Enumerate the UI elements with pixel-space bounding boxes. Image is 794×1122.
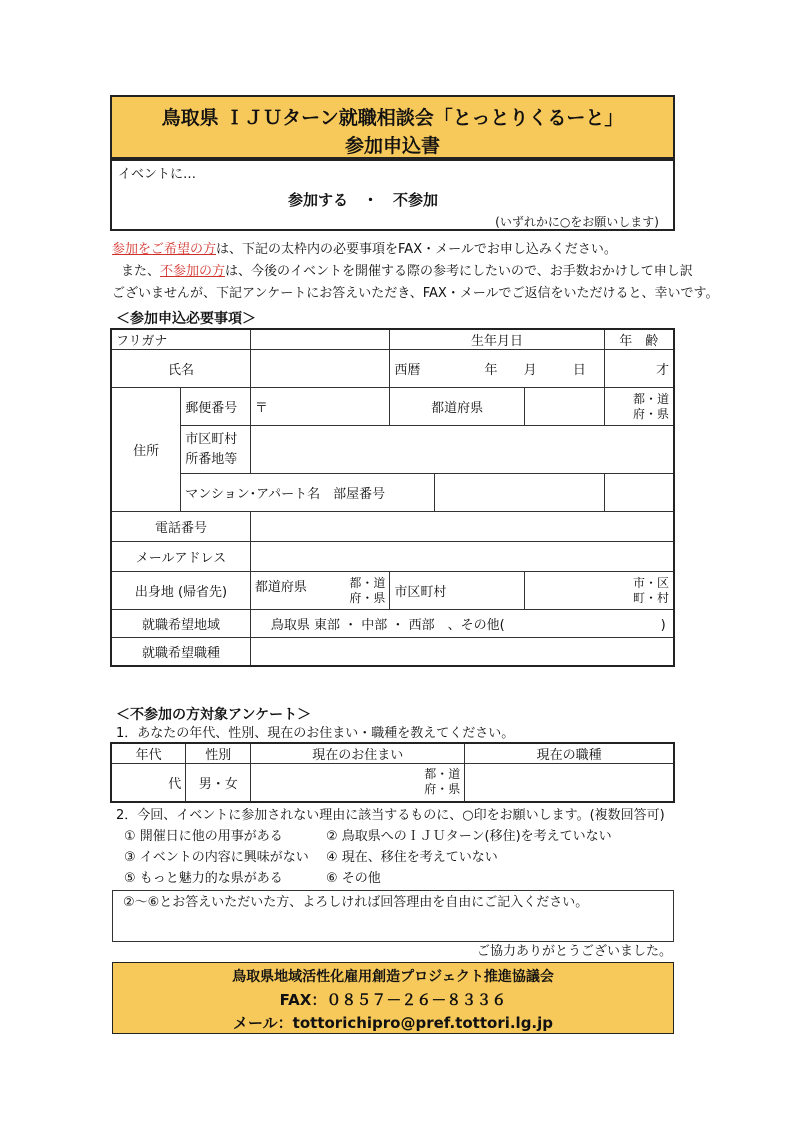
age-input[interactable] xyxy=(604,350,674,388)
phone-input[interactable] xyxy=(250,512,674,542)
intro-line2-rest: は、今後のイベントを開催する際の参考にしたいので、お手数おかけして申し訳 xyxy=(225,264,693,279)
birth-header: 生年月日 xyxy=(390,329,604,350)
option-6[interactable]: ⑥ その他 xyxy=(326,871,381,886)
footer-mail: メール：tottorichipro@pref.tottori.lg.jp xyxy=(232,1014,554,1032)
attendance-note: (いずれかに○をお願いします) xyxy=(495,215,659,229)
hometown-city[interactable] xyxy=(390,572,525,610)
hometown-label: 出身地 (帰省先) xyxy=(111,572,250,610)
option-2[interactable]: ② 鳥取県へのＩＪＵターン(移住)を考えていない xyxy=(326,829,612,844)
footer-org: 鳥取県地域活性化雇用創造プロジェクト推進協議会 xyxy=(232,969,554,985)
option-1[interactable]: ① 開催日に他の用事がある xyxy=(124,829,283,844)
building-label: マンション･アパート名 部屋番号 xyxy=(181,474,435,512)
city-label-1: 市区町村 xyxy=(185,431,238,447)
application-table xyxy=(110,328,675,667)
survey-age-input[interactable]: 代 xyxy=(111,764,186,802)
survey-q1: 1．あなたの年代、性別、現在のお住まい・職種を教えてください。 xyxy=(116,726,515,741)
hometown-city-label: 市区町村 xyxy=(394,585,447,600)
birth-month: 月 xyxy=(523,363,537,378)
hometown-pref-label: 都道府県 xyxy=(254,579,307,595)
pref-suffix xyxy=(604,388,674,426)
pref-suffix-2: 府・県 xyxy=(632,406,669,421)
survey-residence-header: 現在のお住まい xyxy=(251,743,465,764)
intro-line-3: ございませんが、下記アンケートにお答えいただき、FAX・メールでご返信をいただけると、幸いです。 xyxy=(112,286,719,301)
desired-job-label: 就職希望職種 xyxy=(111,638,250,666)
thanks-text: ご協力ありがとうございました。 xyxy=(476,944,672,959)
pref-suffix-1: 都・道 xyxy=(632,391,669,406)
survey-residence-input[interactable] xyxy=(251,764,465,802)
furigana-input[interactable] xyxy=(250,329,389,350)
prefecture-input[interactable] xyxy=(524,388,604,426)
survey-gender-input[interactable]: 男・女 xyxy=(186,764,251,802)
option-3[interactable]: ③ イベントの内容に興味がない xyxy=(124,850,309,865)
hometown-city-suffix xyxy=(524,572,674,610)
postal-mark: 〒 xyxy=(254,401,268,416)
desired-area-value[interactable]: 鳥取県 東部 ・ 中部 ・ 西部 、その他( ) xyxy=(250,610,674,638)
city-label xyxy=(181,426,251,474)
age-unit: 才 xyxy=(655,363,669,378)
postal-label: 郵便番号 xyxy=(181,388,251,426)
hometown-pref-suffix-1: 都・道 xyxy=(349,575,386,590)
option-5[interactable]: ⑤ もっと魅力的な県がある xyxy=(124,871,283,886)
city-suffix-2: 町・村 xyxy=(632,590,669,605)
survey-job-input[interactable] xyxy=(465,764,674,802)
res-suffix-2: 府・県 xyxy=(424,782,461,797)
email-label: メールアドレス xyxy=(111,542,250,572)
survey-job-header: 現在の職種 xyxy=(465,743,674,764)
desired-job-input[interactable] xyxy=(250,638,674,666)
age-header: 年 齢 xyxy=(604,329,674,350)
birth-day: 日 xyxy=(572,363,586,378)
form-subtitle: 参加申込書 xyxy=(344,135,440,157)
header-banner xyxy=(110,95,675,159)
survey-q2: 2．今回、イベントに参加されない理由に該当するものに、○印をお願いします。(複数回答可) xyxy=(116,808,665,823)
hometown-pref[interactable] xyxy=(250,572,389,610)
hometown-pref-suffix-2: 府・県 xyxy=(349,590,386,605)
res-suffix-1: 都・道 xyxy=(424,767,461,782)
city-suffix-1: 市・区 xyxy=(632,575,669,590)
phone-label: 電話番号 xyxy=(111,512,250,542)
footer-banner xyxy=(112,962,674,1034)
email-input[interactable] xyxy=(250,542,674,572)
intro-line-1: は、下記の太枠内の必要事項をFAX・メールでお申し込みください。 xyxy=(216,242,617,257)
birth-era: 西暦 xyxy=(394,363,421,378)
survey-age-header: 年代 xyxy=(111,743,186,764)
attendance-choice[interactable]: 参加する ・ 不参加 xyxy=(288,191,439,209)
intro-text xyxy=(112,240,672,260)
survey-section-title: ＜不参加の方対象アンケート＞ xyxy=(116,707,312,723)
intro-line2-pre: また、 xyxy=(121,264,161,279)
reason-prompt: ②～⑥とお答えいただいた方、よろしければ回答理由を自由にご記入ください。 xyxy=(123,895,589,910)
desired-area-label: 就職希望地域 xyxy=(111,610,250,638)
building-input[interactable] xyxy=(435,474,604,512)
form-title: 鳥取県 ＩＪＵターン就職相談会「とっとりくるーと」 xyxy=(161,107,624,129)
option-4[interactable]: ④ 現在、移住を考えていない xyxy=(326,850,498,865)
survey-table xyxy=(110,742,675,803)
name-input[interactable] xyxy=(250,350,389,388)
intro-line-2 xyxy=(121,262,693,282)
city-input[interactable] xyxy=(250,426,674,474)
event-attendance-box xyxy=(110,159,675,231)
name-label: 氏名 xyxy=(111,350,250,388)
postal-input[interactable] xyxy=(250,388,389,426)
footer-fax: FAX：０８５７－２６－８３３６ xyxy=(279,991,507,1009)
event-label: イベントに… xyxy=(118,167,197,182)
birth-input[interactable] xyxy=(390,350,604,388)
prefecture-label: 都道府県 xyxy=(390,388,525,426)
intro-red-1: 参加をご希望の方 xyxy=(112,242,217,257)
city-label-2: 所番地等 xyxy=(185,451,238,467)
address-label: 住所 xyxy=(111,388,181,512)
reason-box[interactable] xyxy=(112,890,674,942)
survey-gender-header: 性別 xyxy=(186,743,251,764)
furigana-label: フリガナ xyxy=(111,329,250,350)
intro-red-2: 不参加の方 xyxy=(160,264,226,279)
birth-year: 年 xyxy=(484,363,498,378)
application-section-title: ＜参加申込必要事項＞ xyxy=(116,311,256,327)
